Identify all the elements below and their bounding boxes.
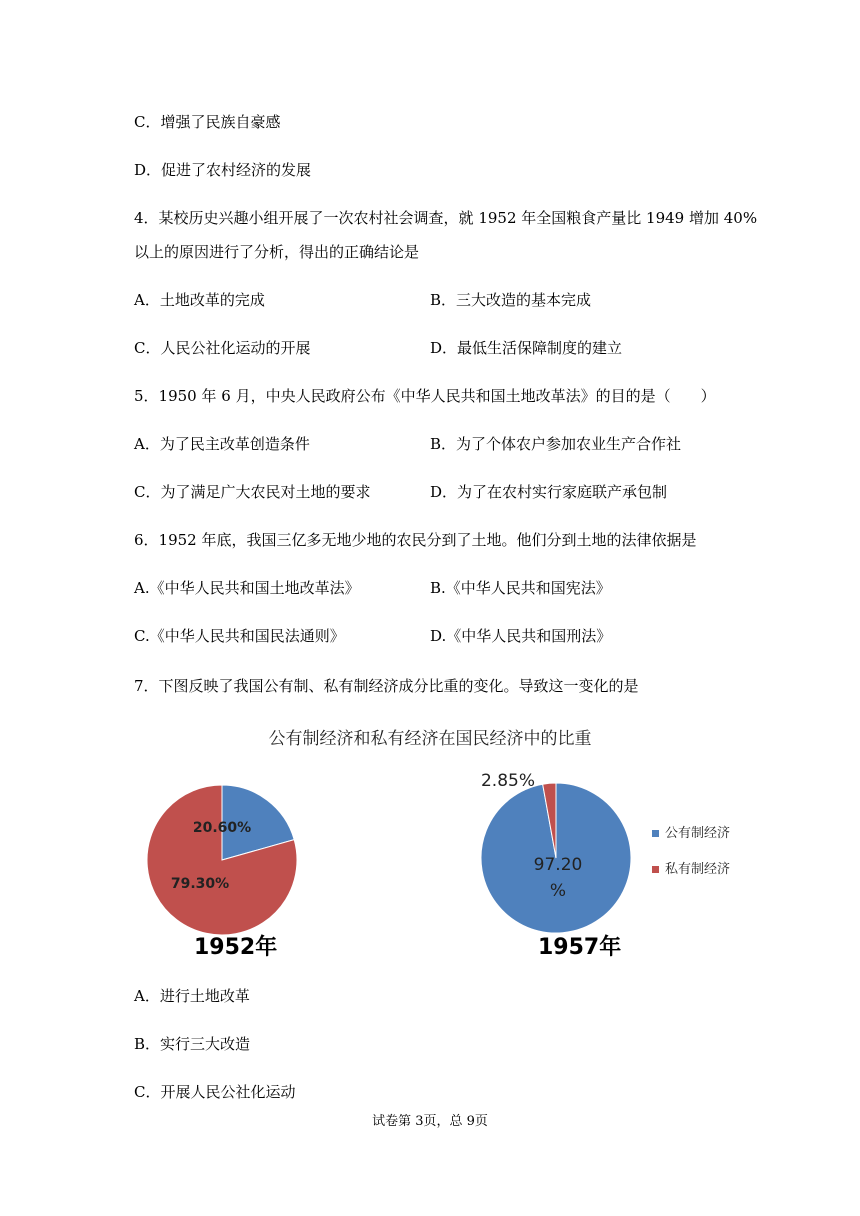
q3-option-d: D．促进了农村经济的发展 [134, 161, 312, 179]
q5-stem: 5．1950 年 6 月，中央人民政府公布《中华人民共和国土地改革法》的目的是（ ） [134, 387, 716, 405]
legend-swatch-private [652, 866, 659, 873]
q6-option-c: C.《中华人民共和国民法通则》 [134, 627, 345, 645]
q4-option-a: A．土地改革的完成 [134, 291, 265, 309]
q7-stem: 7．下图反映了我国公有制、私有制经济成分比重的变化。导致这一变化的是 [134, 677, 639, 695]
q7-option-c: C．开展人民公社化运动 [134, 1083, 296, 1101]
pie-data-label-1957年-0: 97.20 % [533, 855, 583, 901]
q4-option-b: B．三大改造的基本完成 [430, 291, 592, 309]
q6-option-d: D.《中华人民共和国刑法》 [430, 627, 612, 645]
legend-label-public: 公有制经济 [665, 826, 731, 841]
q4-stem-line2: 以上的原因进行了分析，得出的正确结论是 [134, 243, 420, 261]
q5-option-b: B．为了个体农户参加农业生产合作社 [430, 435, 682, 453]
legend-item-private [652, 858, 730, 877]
pie-data-label-1952年-1: 79.30% [170, 876, 230, 892]
q4-option-d: D．最低生活保障制度的建立 [430, 339, 623, 357]
legend-label-private: 私有制经济 [665, 862, 731, 877]
q6-option-b: B.《中华人民共和国宪法》 [430, 579, 611, 597]
q6-option-a: A.《中华人民共和国土地改革法》 [134, 579, 360, 597]
q7-option-a: A．进行土地改革 [134, 987, 250, 1005]
legend-swatch-public [652, 830, 659, 837]
q7-option-b: B．实行三大改造 [134, 1035, 251, 1053]
q4-option-c: C．人民公社化运动的开展 [134, 339, 311, 357]
q5-option-c: C．为了满足广大农民对土地的要求 [134, 483, 371, 501]
year-label-1957: 1957年 [538, 935, 622, 960]
q4-stem-line1: 4．某校历史兴趣小组开展了一次农村社会调查，就 1952 年全国粮食产量比 1949 增加 40% [134, 209, 758, 227]
pie-data-label-1957年-1: 2.85% [480, 771, 536, 791]
q6-stem: 6．1952 年底，我国三亿多无地少地的农民分到了土地。他们分到土地的法律依据是 [134, 531, 697, 549]
pie-charts [0, 760, 860, 940]
page-footer: 试卷第 3页，总 9页 [372, 1114, 488, 1129]
chart-title: 公有制经济和私有经济在国民经济中的比重 [268, 729, 592, 749]
q5-option-d: D．为了在农村实行家庭联产承包制 [430, 483, 668, 501]
year-label-1952: 1952年 [194, 935, 278, 960]
q3-option-c: C．增强了民族自豪感 [134, 113, 281, 131]
pie-data-label-1952年-0: 20.60% [192, 820, 252, 836]
legend-item-public [652, 822, 730, 841]
q5-option-a: A．为了民主改革创造条件 [134, 435, 310, 453]
